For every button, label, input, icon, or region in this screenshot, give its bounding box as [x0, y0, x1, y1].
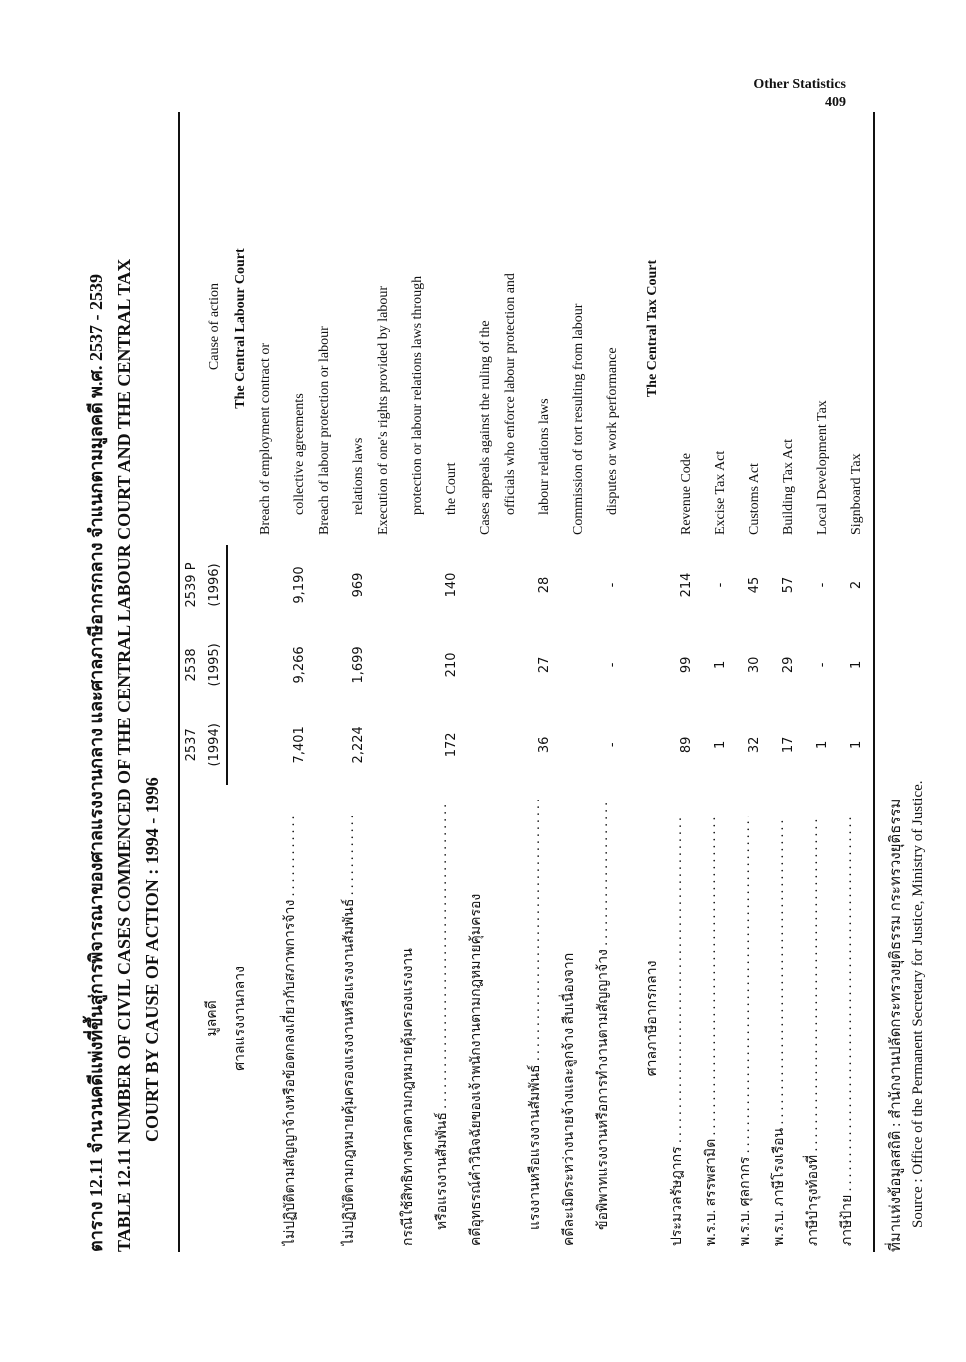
cause-english: Breach of labour protection or labour: [317, 326, 332, 536]
cause-english: Excise Tax Act: [713, 450, 728, 536]
col-header-english: Cause of action: [179, 112, 227, 545]
value-cell: 99: [679, 656, 694, 674]
cause-thai: ประมวลรัษฎากร . . .: [665, 816, 690, 1246]
value-cell: 969: [351, 572, 366, 598]
value-cell: 29: [781, 656, 796, 674]
cause-thai: พ.ร.บ. ศุลกากร . . .: [733, 816, 758, 1246]
col-header-year-ce-1: (1995): [203, 625, 227, 705]
col-header-thai: มูลคดี: [179, 785, 227, 1252]
col-header-year-be-2: 2539 P: [179, 545, 203, 625]
table-row: [430, 112, 464, 1252]
value-cell: 28: [537, 576, 552, 594]
section-tax-thai: ศาลภาษีอากรกลาง: [645, 960, 660, 1077]
value-cell: -: [605, 742, 620, 748]
col-header-year-ce-2: (1996): [203, 545, 227, 625]
table-row: [253, 112, 278, 1252]
value-cell: 36: [537, 736, 552, 754]
table-row: [312, 112, 337, 1252]
table-row: [665, 112, 699, 1252]
value-cell: 1: [713, 660, 728, 670]
section-labour-english: The Central Labour Court: [233, 248, 248, 409]
value-cell: 9,190: [292, 566, 307, 604]
cause-english: labour relations laws: [537, 398, 552, 516]
section-labour-thai: ศาลแรงงานกลาง: [233, 966, 248, 1071]
cause-thai: ภาษีป้าย . . .: [835, 816, 860, 1246]
cause-english: collective agreements: [292, 393, 307, 516]
table-row: [557, 112, 591, 1252]
cause-thai: พ.ร.บ. ภาษีโรงเรือน . . .: [767, 816, 792, 1246]
cause-english: Revenue Code: [679, 452, 694, 536]
cause-english: Customs Act: [747, 463, 762, 536]
table-row: [371, 112, 396, 1252]
source-english: Source : Office of the Permanent Secretary for Justice, Ministry of Justice.: [910, 780, 926, 1228]
cause-english: protection or labour relations laws through: [410, 275, 425, 516]
cause-english: Local Development Tax: [815, 400, 830, 536]
value-cell: 1: [835, 625, 874, 705]
table-row: [396, 112, 430, 1252]
value-cell: 2: [835, 545, 874, 625]
value-cell: 7,401: [292, 726, 307, 764]
table-row: [464, 112, 498, 1252]
value-cell: 1: [815, 740, 830, 749]
table-row: [801, 112, 835, 1252]
value-cell: -: [815, 662, 830, 668]
table-row: [337, 112, 371, 1252]
value-cell: 2,224: [351, 726, 366, 764]
cause-english: Breach of employment contract or: [258, 342, 273, 536]
value-cell: 9,266: [292, 646, 307, 684]
cause-english: disputes or work performance: [605, 347, 620, 516]
cause-thai: ภาษีบำรุงท้องที่ . . .: [801, 816, 826, 1246]
cause-thai: หรือแรงงานสัมพันธ์ . . .: [430, 800, 455, 1230]
header-page-number: 409: [825, 95, 846, 110]
english-title: [110, 92, 138, 1252]
cause-thai: ไม่ปฏิบัติตามสัญญาจ้างหรือข้อตกลงเกี่ยวกับสภาพการจ้าง . . .: [278, 816, 303, 1246]
english-title-label: TABLE 12.11: [114, 1148, 134, 1252]
cause-english: Building Tax Act: [781, 439, 796, 536]
cause-thai: กรณีใช้สิทธิทางศาลตามกฎหมายคุ้มครองแรงงาน: [401, 948, 416, 1246]
cause-english: Execution of one's rights provided by labour: [376, 285, 391, 536]
col-header-year-ce-0: (1994): [203, 705, 227, 785]
thai-title-text: จำนวนคดีแพ่งที่ขึ้นสู่การพิจารณาของศาลแรงงานกลาง และศาลภาษีอากรกลาง จำแนกตามมูลคดี พ.ศ. 2537 - 2539: [86, 274, 106, 1154]
section-tax-english: The Central Tax Court: [645, 259, 660, 398]
value-cell: 214: [679, 572, 694, 598]
section-row-labour: [227, 112, 253, 1252]
value-cell: 172: [444, 732, 459, 758]
table-row: [498, 112, 523, 1252]
source-thai: ที่มาแห่งข้อมูลสถิติ : สำนักงานปลัดกระทรวงยุติธรรม กระทรวงยุติธรรม: [888, 798, 904, 1252]
cause-thai: คดีอุทธรณ์คำวินิจฉัยของเจ้าพนักงานตามกฎหมายคุ้มครอง: [469, 893, 484, 1246]
value-cell: 1: [713, 740, 728, 749]
cause-thai: พ.ร.บ. สรรพสามิต . . .: [699, 816, 724, 1246]
value-cell: -: [605, 582, 620, 588]
value-cell: 1: [835, 705, 874, 785]
thai-title: [82, 92, 110, 1252]
value-cell: 17: [781, 736, 796, 754]
english-title-line1: NUMBER OF CIVIL CASES COMMENCED OF THE CENTRAL LABOUR COURT AND THE CENTRAL TAX: [114, 258, 134, 1144]
table-row: [278, 112, 312, 1252]
thai-title-prefix: ตาราง: [86, 1201, 106, 1252]
cause-english: relations laws: [351, 437, 366, 516]
value-cell: 140: [444, 572, 459, 598]
value-cell: 27: [537, 656, 552, 674]
header-section: Other Statistics: [753, 77, 846, 92]
cause-thai: ข้อพิพาทแรงงานหรือการทำงานตามสัญญาจ้าง . . .: [591, 800, 616, 1230]
page-content: [82, 92, 929, 1252]
cause-thai: ไม่ปฏิบัติตามกฎหมายคุ้มครองแรงงานหรือแรงงานสัมพันธ์ . . .: [337, 816, 362, 1246]
value-cell: 45: [747, 576, 762, 594]
cause-english: officials who enforce labour protection and: [503, 273, 518, 516]
data-table: [178, 112, 875, 1252]
table-row: [523, 112, 557, 1252]
section-row-tax: [625, 112, 665, 1252]
table-row: [767, 112, 801, 1252]
cause-thai: แรงงานหรือแรงงานสัมพันธ์ . . .: [523, 800, 548, 1230]
value-cell: 1,699: [351, 646, 366, 684]
cause-english: the Court: [444, 462, 459, 516]
value-cell: 32: [747, 736, 762, 754]
cause-english: Commission of tort resulting from labour: [571, 303, 586, 536]
value-cell: 89: [679, 736, 694, 754]
table-row: [733, 112, 767, 1252]
thai-title-number: 12.11: [86, 1157, 106, 1198]
table-row: [591, 112, 625, 1252]
source-note: [885, 92, 929, 1252]
cause-thai: คดีละเมิดระหว่างนายจ้างและลูกจ้าง สืบเนื่องจาก: [562, 952, 577, 1246]
english-title-line2: COURT BY CAUSE OF ACTION : 1994 - 1996: [142, 777, 162, 1142]
value-cell: -: [713, 582, 728, 588]
col-header-year-be-1: 2538: [179, 625, 203, 705]
value-cell: -: [605, 662, 620, 668]
cause-english: Cases appeals against the ruling of the: [478, 320, 493, 536]
col-header-year-be-0: 2537: [179, 705, 203, 785]
value-cell: 30: [747, 656, 762, 674]
cause-english: Signboard Tax: [835, 112, 874, 545]
value-cell: 57: [781, 576, 796, 594]
value-cell: -: [815, 582, 830, 588]
table-row: [699, 112, 733, 1252]
table-row: [835, 112, 874, 1252]
value-cell: 210: [444, 652, 459, 678]
